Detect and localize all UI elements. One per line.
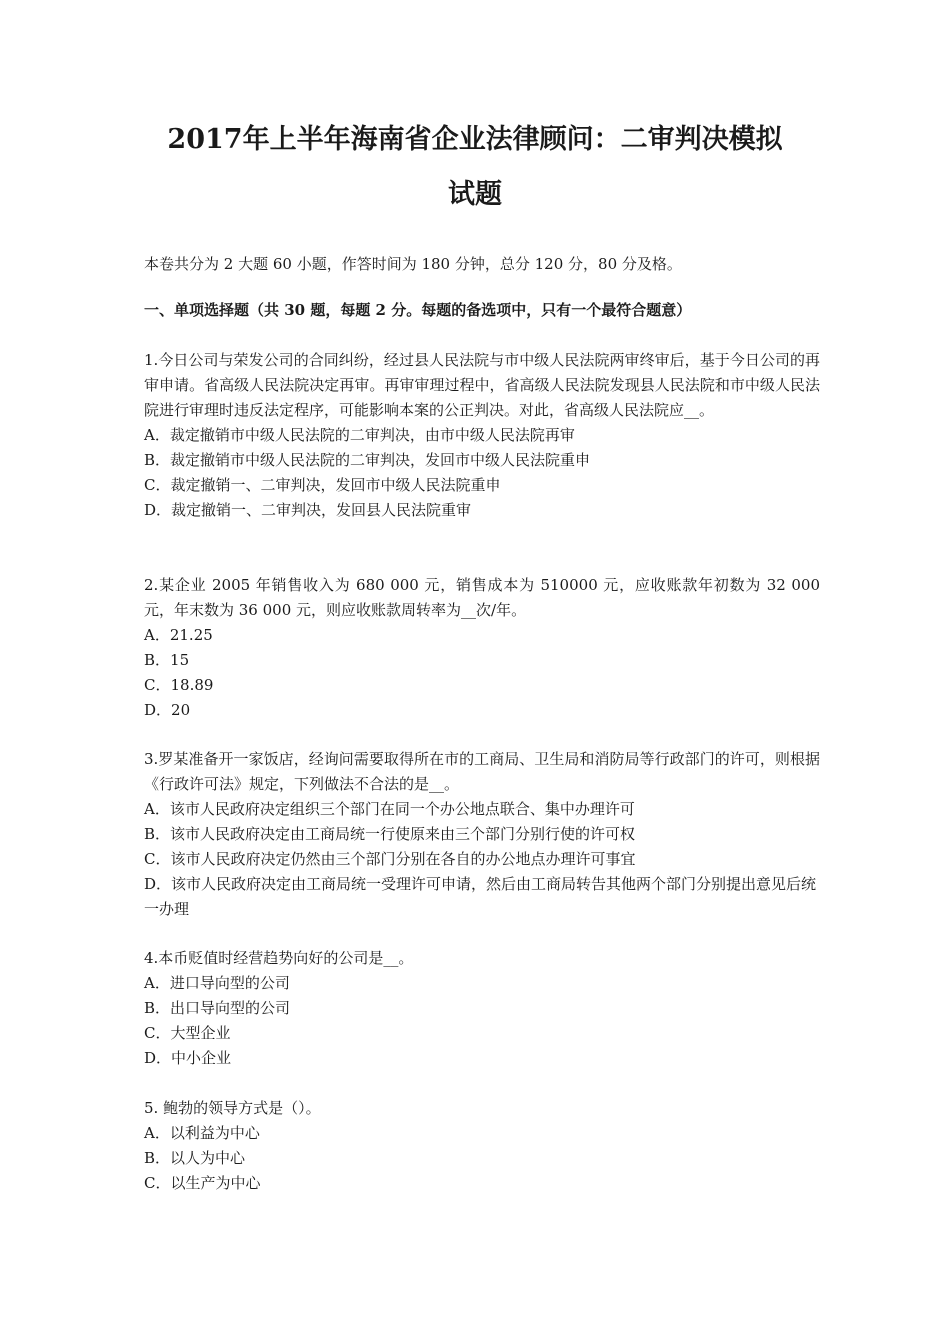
question-text: 5. 鲍勃的领导方式是（）。 [144, 1099, 321, 1117]
option-a: A．以利益为中心 [144, 1124, 260, 1142]
option-a: A．该市人民政府决定组织三个部门在同一个办公地点联合、集中办理许可 [144, 800, 635, 818]
question-3 [144, 747, 820, 922]
question-text: 2.某企业 2005 年销售收入为 680 000 元，销售成本为 510000 元，应收账款年初数为 32 000 元，年末数为 36 000 元，则应收账款周转率为__次/年。 [144, 576, 820, 619]
question-text: 4.本币贬值时经营趋势向好的公司是__。 [144, 949, 414, 967]
option-d: D．中小企业 [144, 1049, 232, 1067]
option-d: D．该市人民政府决定由工商局统一受理许可申请，然后由工商局转告其他两个部门分别提出意见后统一办理 [144, 875, 817, 918]
question-text: 3.罗某准备开一家饭店，经询问需要取得所在市的工商局、卫生局和消防局等行政部门的许可，则根据《行政许可法》规定，下列做法不合法的是__。 [144, 750, 820, 793]
option-b: B．该市人民政府决定由工商局统一行使原来由三个部门分别行使的许可权 [144, 825, 636, 843]
option-b: B．出口导向型的公司 [144, 999, 291, 1017]
option-c: C．裁定撤销一、二审判决，发回市中级人民法院重申 [144, 476, 501, 494]
option-c: C．大型企业 [144, 1024, 231, 1042]
option-c: C．该市人民政府决定仍然由三个部门分别在各自的办公地点办理许可事宜 [144, 850, 636, 868]
option-a: A．21.25 [144, 626, 213, 644]
question-2 [144, 573, 820, 723]
question-1 [144, 348, 820, 523]
option-b: B．以人为中心 [144, 1149, 246, 1167]
option-d: D．20 [144, 701, 191, 719]
question-text: 1.今日公司与荣发公司的合同纠纷，经过县人民法院与市中级人民法院两审终审后，基于今日公司的再审申请。省高级人民法院决定再审。再审审理过程中，省高级人民法院发现县人民法院和市中级人民法院进行审理时违反法定程序，可能影响本案的公正判决。对此，省高级人民法院应__。 [144, 351, 820, 419]
option-a: A．进口导向型的公司 [144, 974, 290, 992]
exam-intro: 本卷共分为 2 大题 60 小题，作答时间为 180 分钟，总分 120 分，80 分及格。 [144, 255, 682, 273]
option-b: B．裁定撤销市中级人民法院的二审判决，发回市中级人民法院重申 [144, 451, 591, 469]
question-5 [144, 1096, 820, 1196]
option-c: C．以生产为中心 [144, 1174, 261, 1192]
section-heading: 一、单项选择题（共 30 题，每题 2 分。每题的备选项中，只有一个最符合题意） [144, 301, 692, 319]
document-title [120, 112, 830, 222]
question-4 [144, 946, 820, 1071]
title-line-1: 2017年上半年海南省企业法律顾问：二审判决模拟 [167, 124, 783, 155]
option-d: D．裁定撤销一、二审判决，发回县人民法院重审 [144, 501, 472, 519]
option-b: B．15 [144, 651, 190, 669]
option-a: A．裁定撤销市中级人民法院的二审判决，由市中级人民法院再审 [144, 426, 575, 444]
title-line-2: 试题 [448, 179, 502, 210]
option-c: C．18.89 [144, 676, 214, 694]
